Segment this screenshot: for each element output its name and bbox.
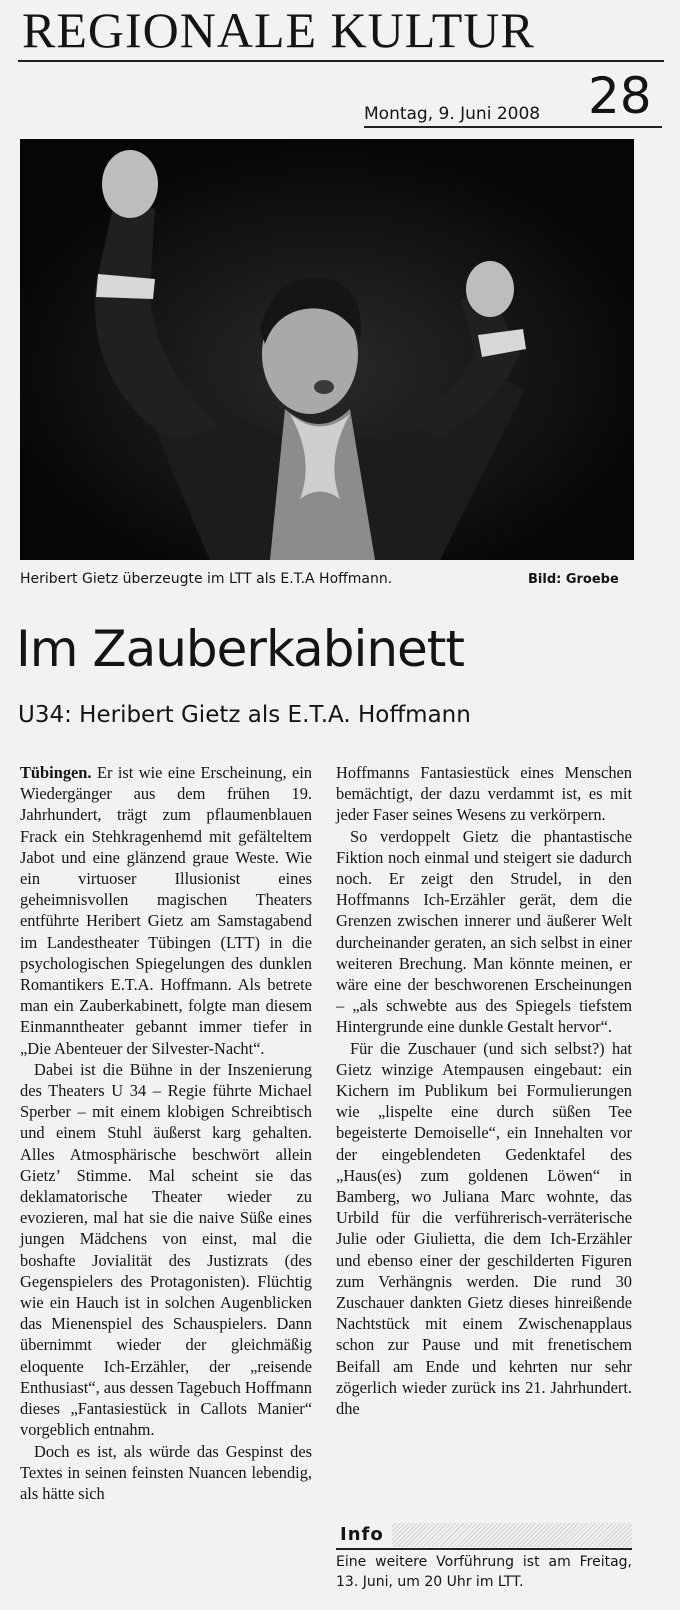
info-box-text: Eine weitere Vorführung ist am Freitag, 13. Juni, um 20 Uhr im LTT. — [336, 1554, 632, 1590]
paragraph-text: Er ist wie eine Erscheinung, ein Wiedergänger aus dem frühen 19. Jahrhundert, trägt zum pflaumenblauen Frack ein Stehkragenhemd mit gefälteltem Jabot und eine glänzend graue Weste. Wie ein virtuoser Illusionist eines geheimnisvollen magischen Theaters entführte Heribert Gietz am Samstagabend im Landestheater Tübingen (LTT) in die psychologischen Spiegelungen des dunklen Romantikers E.T.A. Hoffmann. Als betrete man ein Zauberkabinett, folgte man diesem Einmanntheater gebannt immer tiefer in „Die Abenteuer der Silvester-Nacht“. — [20, 763, 312, 1058]
article-paragraph: So verdoppelt Gietz die phantastische Fiktion noch einmal und steigert sie dadurch noch. Er zeigt den Strudel, in den Hoffmanns Ich-Erzähler gerät, dem die Grenzen zwischen innerer und äußerer Welt durcheinander geraten, an sich selbst in einer weiteren Brechung. Man könnte meinen, er wäre eine der beschworenen Erscheinungen – „als schwebte aus des Spiegels tiefstem Hintergrunde eine dunkle Gestalt hervor“. — [336, 826, 632, 1037]
article-column-left — [20, 762, 312, 1504]
section-title: REGIONALE KULTUR — [22, 2, 535, 58]
masthead-rule — [18, 60, 664, 62]
photo-caption: Heribert Gietz überzeugte im LTT als E.T.A Hoffmann. — [20, 571, 393, 587]
article-paragraph: Dabei ist die Bühne in der Inszenierung des Theaters U 34 – Regie führte Michael Sperber – mit einem klobigen Schreibtisch und einem Stuhl äußerst karg gehalten. Alles Atmosphärische beschwört allein Gietz’ Stimme. Mal scheint sie das deklamatorische Theater wieder zu evozieren, mal hat sie die naive Süße eines jungen Mädchens von einst, mal die boshafte Jovialität des Justizrats (des Gegenspielers des Protagonisten). Flüchtig wie ein Hauch ist in solchen Augenblicken das Mienenspiel des Schauspielers. Dann übernimmt wieder der gleichmäßig eloquente Ich-Erzähler, der „reisende Enthusiast“, aus dessen Tagebuch Hoffmann dieses „Fantasiestück in Callots Manier“ vorgeblich entnahm. — [20, 1059, 312, 1440]
article-paragraph: Für die Zuschauer (und sich selbst?) hat Gietz winzige Atempausen eingebaut: ein Kichern im Publikum bei Formulierungen wie „lispelte eine durch süßen Tee begeisterte Demoiselle“, ein Innehalten vor der eingeblendeten Gedenktafel des „Haus(es) zum goldenen Löwen“ in Bamberg, wo Juliana Marc wohnte, das Urbild für die verführerisch-verräterische Julie oder Giulietta, die dem Ich-Erzähler und ebenso einer der geschilderten Figuren zum Verhängnis werden. Die rund 30 Zuschauer dankten Gietz dieses hinreißende Nachtstück mit einem Zwischenapplaus schon zur Pause und mit frenetischem Beifall am Ende und kehrten nur sehr zögerlich wieder zurück ins 21. Jahrhundert. dhe — [336, 1038, 632, 1419]
article-subheadline: U34: Heribert Gietz als E.T.A. Hoffmann — [18, 702, 471, 728]
article-paragraph: Hoffmanns Fantasiestück eines Menschen bemächtigt, der dazu verdammt ist, es mit jeder Faser seines Wesens zu verkörpern. — [336, 763, 632, 825]
article-headline: Im Zauberkabinett — [16, 620, 464, 678]
date-rule — [364, 126, 662, 128]
actor-photo-illustration — [20, 139, 634, 560]
page-number: 28 — [588, 67, 652, 125]
article-paragraph: Doch es ist, als würde das Gespinst des Textes in seinen feinsten Nuancen lebendig, als hätte sich — [20, 1441, 312, 1503]
info-rule — [336, 1548, 632, 1550]
photo-credit: Bild: Groebe — [528, 572, 619, 587]
article-photo — [20, 139, 634, 560]
info-box-heading — [336, 1523, 632, 1547]
article-column-right — [336, 762, 632, 1419]
dateline-location: Tübingen. — [20, 763, 92, 782]
info-heading-label: Info — [336, 1523, 392, 1547]
article-paragraph — [20, 762, 312, 1059]
issue-date: Montag, 9. Juni 2008 — [364, 104, 541, 124]
